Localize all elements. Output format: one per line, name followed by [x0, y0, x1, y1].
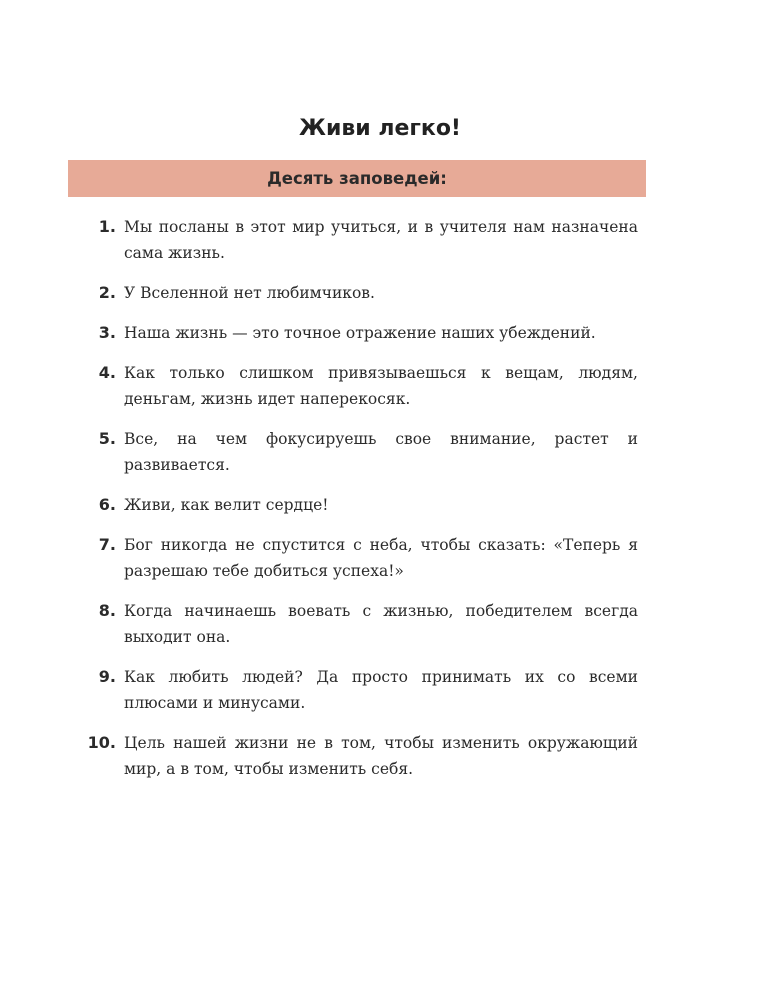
item-text: Наша жизнь — это точное отражение наших убеждений.	[124, 324, 596, 342]
item-number: 8.	[98, 601, 116, 620]
item-text: Цель нашей жизни не в том, чтобы изменить окружающий мир, а в том, чтобы изменить себя.	[124, 734, 638, 778]
item-text: У Вселенной нет любимчиков.	[124, 284, 375, 302]
list-item	[0, 598, 760, 650]
list-item	[0, 214, 760, 266]
list-item	[0, 280, 760, 306]
list-item	[0, 426, 760, 478]
list-item	[0, 492, 760, 518]
list-item	[0, 664, 760, 716]
item-text: Когда начинаешь воевать с жизнью, победителем всегда выходит она.	[124, 602, 638, 646]
item-number: 5.	[98, 429, 116, 448]
item-text: Бог никогда не спустится с неба, чтобы сказать: «Теперь я разрешаю тебе добиться успеха!»	[124, 536, 638, 580]
item-number: 7.	[98, 535, 116, 554]
item-number: 4.	[98, 363, 116, 382]
list-item	[0, 320, 760, 346]
item-text: Мы посланы в этот мир учиться, и в учителя нам назначена сама жизнь.	[124, 218, 638, 262]
item-text: Все, на чем фокусируешь свое внимание, растет и развивается.	[124, 430, 638, 474]
item-number: 3.	[98, 323, 116, 342]
page-title: Живи легко!	[299, 116, 461, 141]
commandments-list	[0, 214, 760, 796]
item-number: 6.	[98, 495, 116, 514]
item-number: 2.	[98, 283, 116, 302]
list-item	[0, 360, 760, 412]
list-item	[0, 532, 760, 584]
item-text: Как любить людей? Да просто принимать их со всеми плюсами и минусами.	[124, 668, 638, 712]
section-heading: Десять заповедей:	[267, 169, 447, 188]
section-banner	[68, 160, 646, 197]
item-text: Как только слишком привязываешься к вещам, людям, деньгам, жизнь идет наперекосяк.	[124, 364, 638, 408]
item-number: 9.	[98, 667, 116, 686]
item-text: Живи, как велит сердце!	[124, 496, 329, 514]
item-number: 10.	[87, 733, 116, 752]
item-number: 1.	[98, 217, 116, 236]
list-item	[0, 730, 760, 782]
